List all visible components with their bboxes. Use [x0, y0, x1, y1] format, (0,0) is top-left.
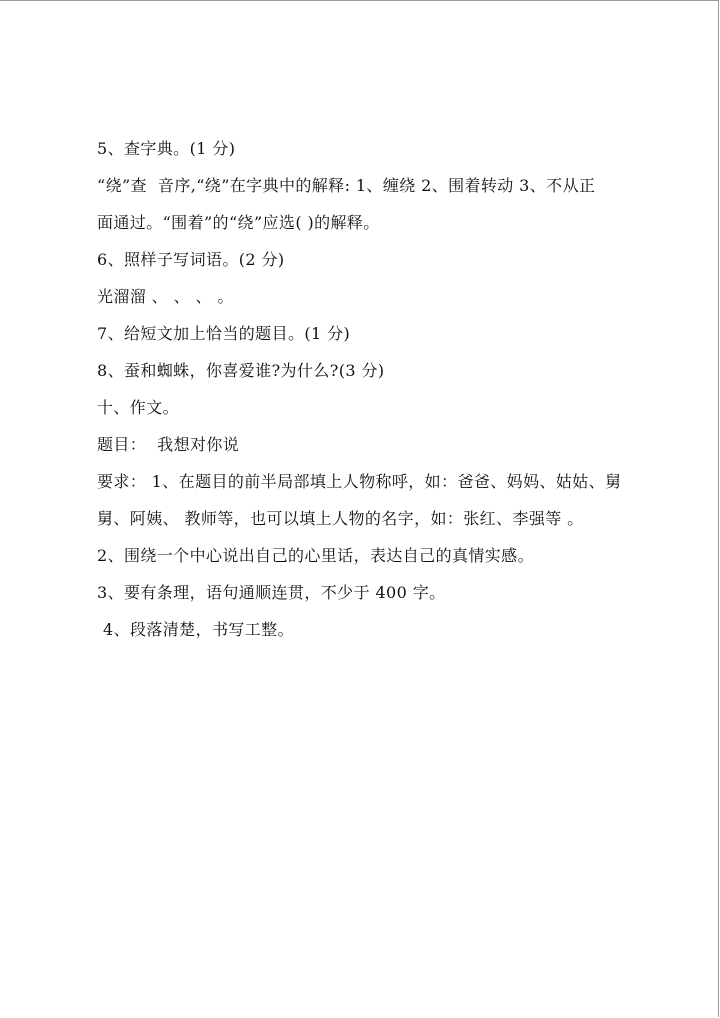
essay-topic: 题目： 我想对你说	[97, 435, 240, 454]
question-5-title: 5、查字典。(1 分)	[97, 139, 236, 158]
question-5-text-line-1: “绕”查 音序,“绕”在字典中的解释: 1、缠绕 2、围着转动 3、不从正	[97, 176, 596, 195]
question-6-title: 6、照样子写词语。(2 分)	[97, 250, 285, 269]
document-body	[97, 130, 642, 648]
question-5-text-line-2: 面通过。“围着”的“绕”应选( )的解释。	[97, 213, 380, 232]
requirement-4: 4、段落清楚，书写工整。	[103, 620, 294, 639]
requirement-3: 3、要有条理，语句通顺连贯，不少于 400 字。	[97, 583, 446, 602]
requirement-2: 2、围绕一个中心说出自己的心里话，表达自己的真情实感。	[97, 546, 534, 565]
question-8-title: 8、蚕和蜘蛛，你喜爱谁?为什么?(3 分)	[97, 361, 385, 380]
requirement-1-line-2: 舅、阿姨、 教师等，也可以填上人物的名字，如：张红、李强等 。	[97, 509, 584, 528]
requirement-1-line-1: 要求： 1、在题目的前半局部填上人物称呼，如：爸爸、妈妈、姑姑、舅	[97, 472, 622, 491]
question-7-title: 7、给短文加上恰当的题目。(1 分)	[97, 324, 351, 343]
section-10-heading: 十、作文。	[97, 398, 180, 417]
question-6-example: 光溜溜 、 、 、 。	[97, 287, 234, 306]
